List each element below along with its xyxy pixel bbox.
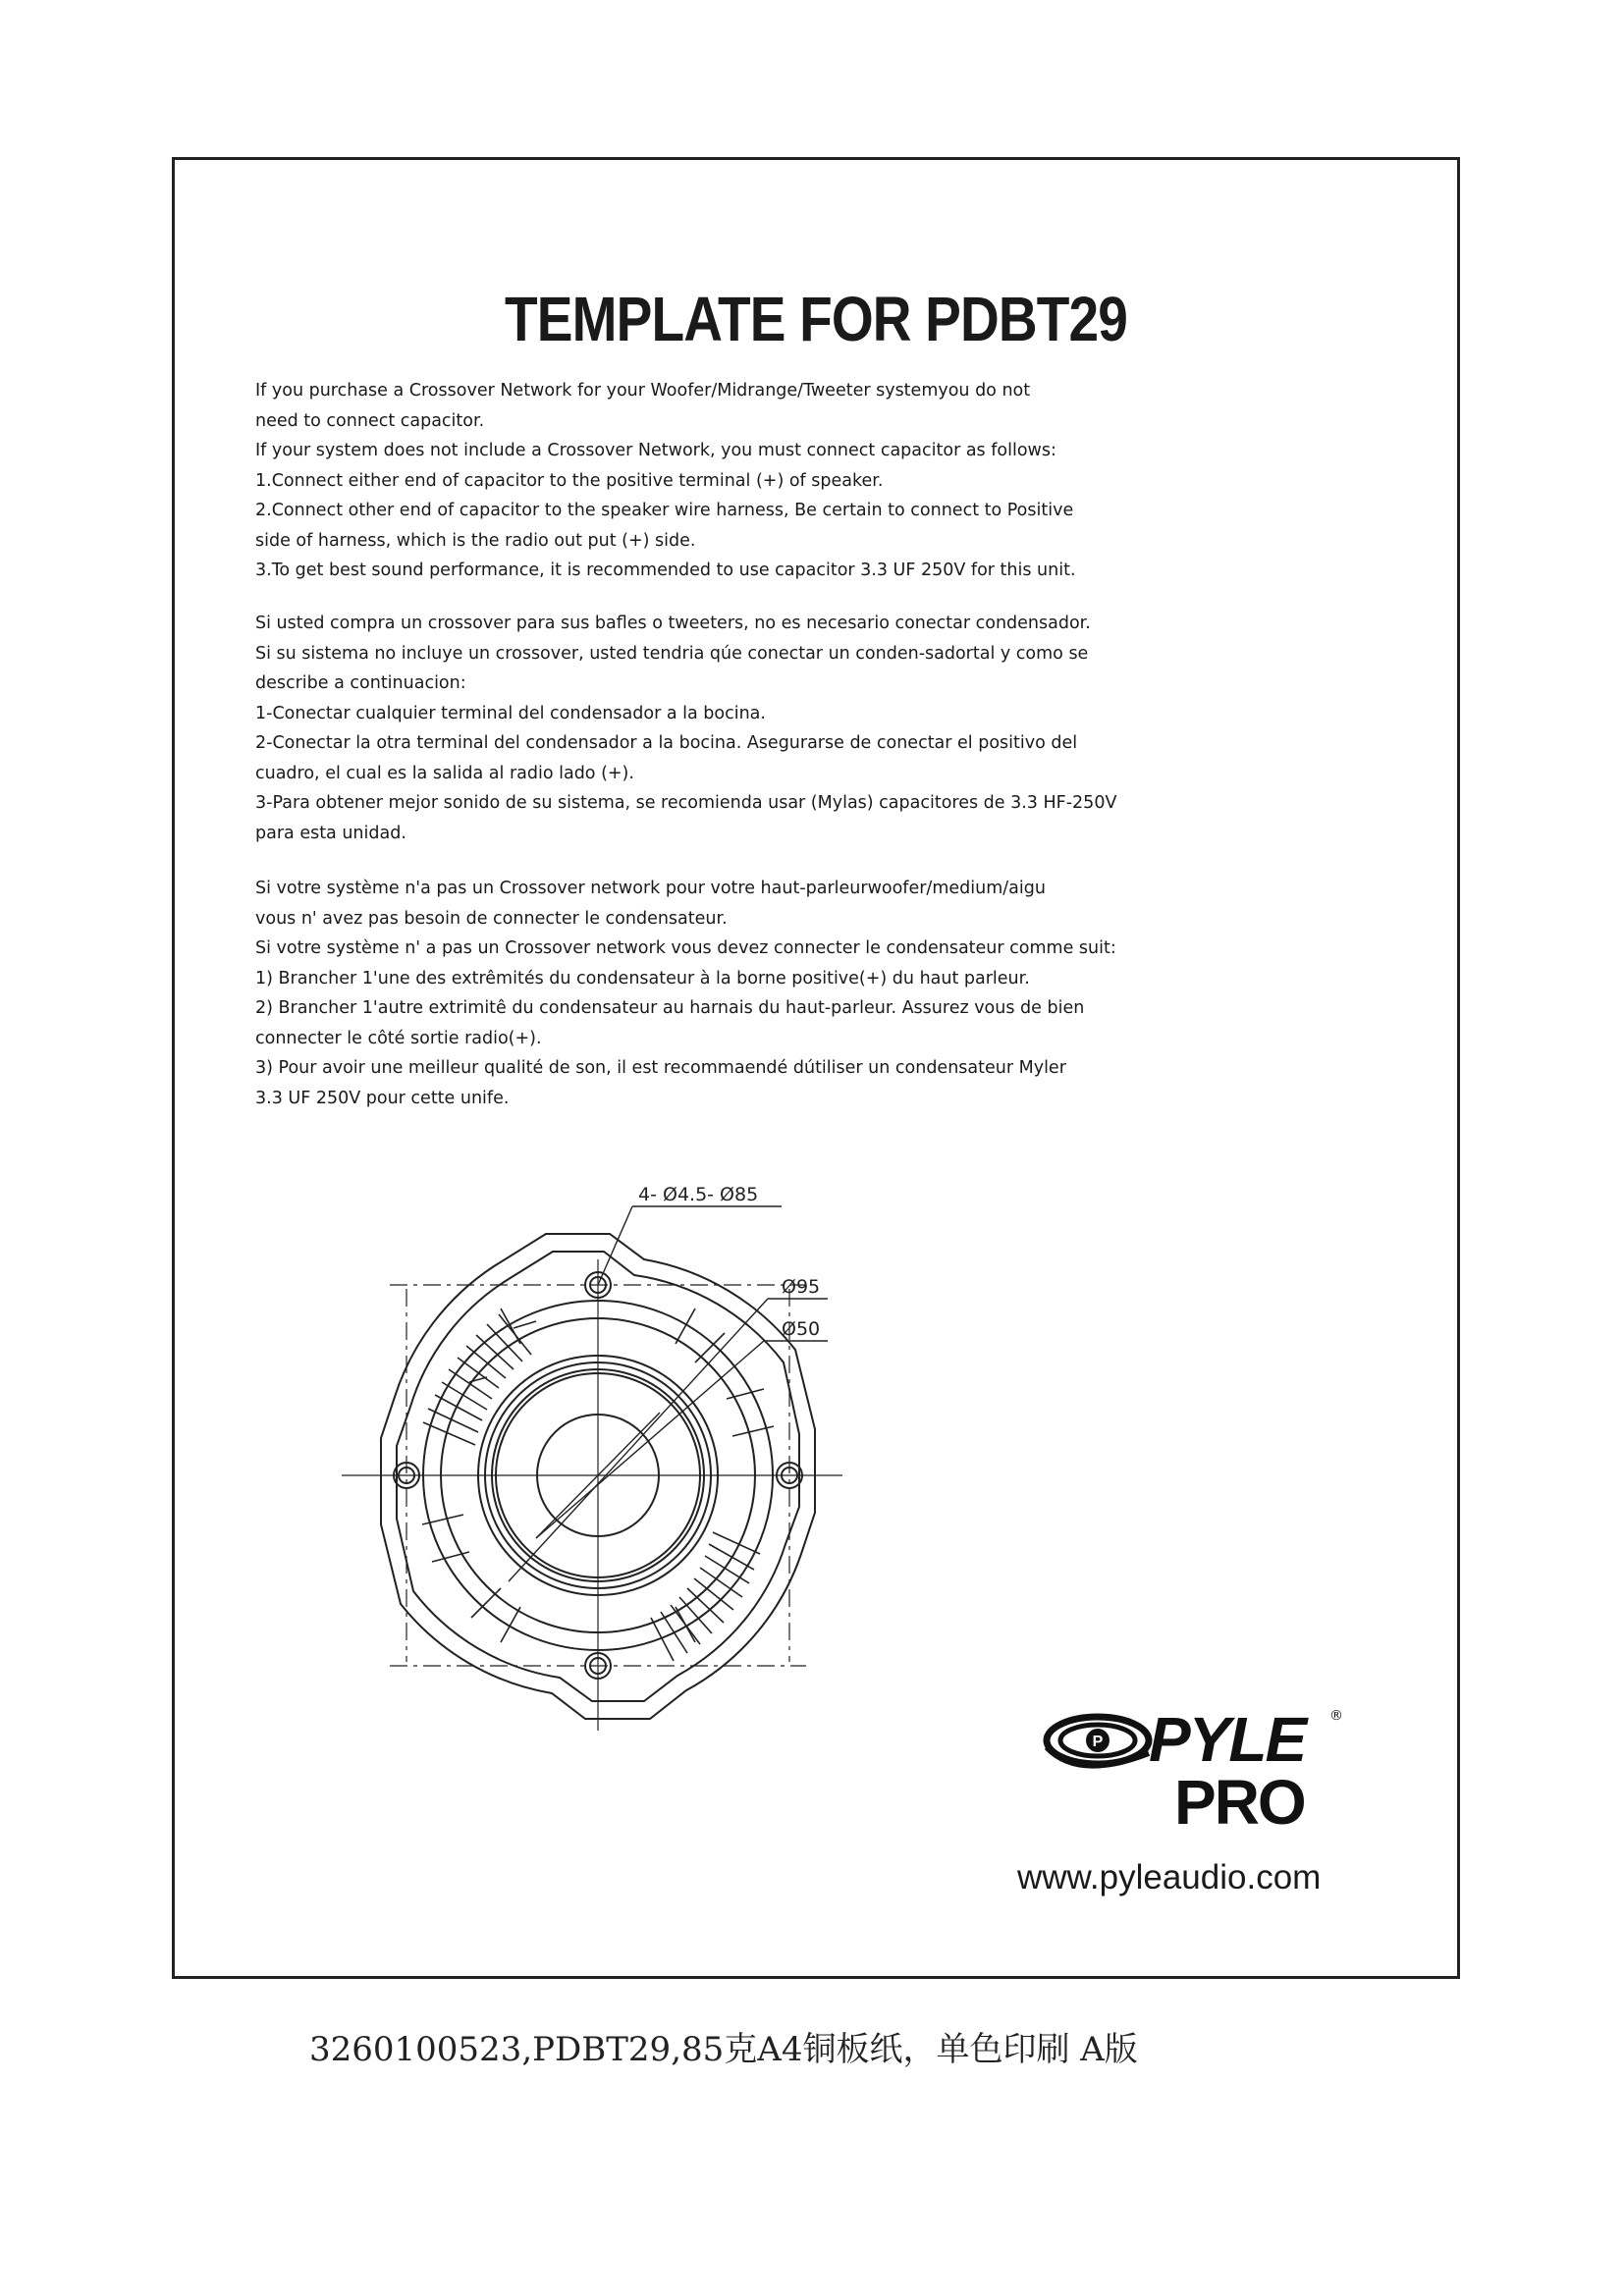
rib-hatching-top-left xyxy=(423,1314,536,1445)
text-line: Si votre système n' a pas un Crossover network vous devez connecter le condensateur comme suit: xyxy=(255,938,1116,958)
text-line: connecter le côté sortie radio(+). xyxy=(255,1028,542,1048)
text-line: 1) Brancher 1'une des extrêmités du condensateur à la borne positive(+) du haut parleur. xyxy=(255,968,1030,988)
text-line: 3) Pour avoir une meilleur qualité de son, il est recommaendé dútiliser un condensateur Myler xyxy=(255,1058,1066,1078)
website-url: www.pyleaudio.com xyxy=(1017,1858,1322,1896)
logo-registered: ® xyxy=(1329,1708,1343,1724)
label-inner-diameter: Ø50 xyxy=(782,1318,821,1340)
tweeter-mounting-drawing xyxy=(322,1171,970,1878)
label-outer-diameter: Ø95 xyxy=(782,1276,821,1298)
template-frame xyxy=(172,157,1460,1979)
text-line: If you purchase a Crossover Network for your Woofer/Midrange/Tweeter systemyou do not xyxy=(255,381,1031,400)
instructions-spanish xyxy=(255,609,1355,848)
instructions-french xyxy=(255,874,1355,1113)
text-line: Si votre système n'a pas un Crossover network pour votre haut-parleurwoofer/medium/aigu xyxy=(255,879,1046,898)
text-line: vous n' avez pas besoin de connecter le condensateur. xyxy=(255,908,728,929)
text-line: describe a continuacion: xyxy=(255,673,466,693)
pyle-pro-logo xyxy=(1039,1686,1373,1843)
print-spec-footer: 3260100523,PDBT29,85克A4铜板纸，单色印刷 A版 xyxy=(309,2030,1138,2069)
text-line: If your system does not include a Crossover Network, you must connect capacitor as follows: xyxy=(255,441,1056,460)
logo-badge-letter: P xyxy=(1092,1734,1104,1750)
text-line: 1.Connect either end of capacitor to the positive terminal (+) of speaker. xyxy=(255,470,884,491)
text-line: Si su sistema no incluye un crossover, usted tendria qúe conectar un conden-sadortal y como se xyxy=(255,643,1089,664)
text-line: 1-Conectar cualquier terminal del condensador a la bocina. xyxy=(255,703,766,723)
text-line: need to connect capacitor. xyxy=(255,410,485,431)
text-line: 2) Brancher 1'autre extrimitê du condensateur au harnais du haut-parleur. Assurez vous de bien xyxy=(255,998,1085,1018)
logo-brand-pro: PRO xyxy=(1174,1767,1305,1838)
text-line: 3.To get best sound performance, it is recommended to use capacitor 3.3 UF 250V for this unit. xyxy=(255,561,1076,580)
label-hole-spec: 4- Ø4.5- Ø85 xyxy=(638,1184,759,1205)
text-line: 3.3 UF 250V pour cette unife. xyxy=(255,1088,510,1108)
text-line: 2-Conectar la otra terminal del condensador a la bocina. Asegurarse de conectar el positivo del xyxy=(255,733,1078,753)
instructions-english xyxy=(255,376,1355,586)
text-line: cuadro, el cual es la salida al radio lado (+). xyxy=(255,763,634,783)
text-line: Si usted compra un crossover para sus bafles o tweeters, no es necesario conectar condensador. xyxy=(255,614,1091,633)
text-line: 2.Connect other end of capacitor to the speaker wire harness, Be certain to connect to Positive xyxy=(255,501,1074,520)
logo-brand-pyle: PYLE xyxy=(1149,1704,1306,1775)
text-line: para esta unidad. xyxy=(255,823,406,843)
text-line: 3-Para obtener mejor sonido de su sistema, se recomienda usar (Mylas) capacitores de 3.3 HF-250V xyxy=(255,793,1117,813)
text-line: side of harness, which is the radio out put (+) side. xyxy=(255,530,696,551)
dimension-labels xyxy=(638,1184,820,1340)
dimension-leaders xyxy=(509,1206,828,1581)
page-title: TEMPLATE FOR PDBT29 xyxy=(505,284,1127,354)
